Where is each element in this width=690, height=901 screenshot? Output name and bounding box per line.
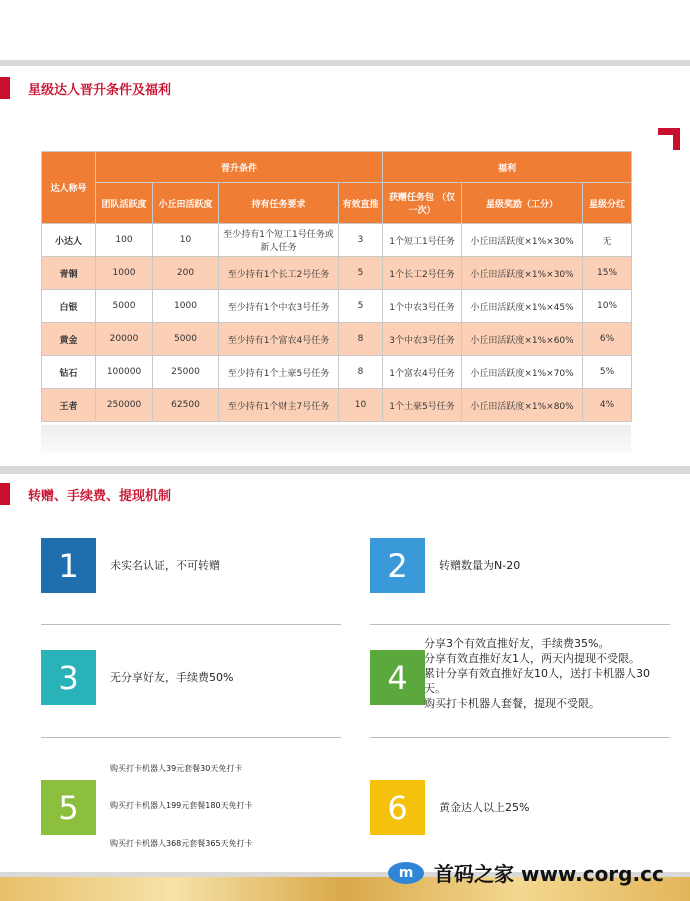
header-team: 团队活跃度 [96, 183, 153, 224]
divider-line [41, 624, 341, 625]
cell-field: 5000 [153, 323, 219, 356]
cell-reward: 小丘田活跃度×1%×30% [462, 257, 583, 290]
cell-name: 钻石 [42, 356, 96, 389]
rule-number: 4 [370, 650, 425, 705]
cell-direct: 5 [339, 290, 383, 323]
rule-5-line-1: 购买打卡机器人39元套餐30天免打卡 [110, 764, 243, 773]
cell-reward: 小丘田活跃度×1%×60% [462, 323, 583, 356]
section-title-mechanism [0, 482, 171, 506]
cell-team: 20000 [96, 323, 153, 356]
cell-bonus: 4% [583, 389, 632, 422]
cell-task: 至少持有1个中农3号任务 [219, 290, 339, 323]
corner-arrow-icon [658, 128, 680, 150]
cell-bonus: 5% [583, 356, 632, 389]
cell-team: 250000 [96, 389, 153, 422]
rule-number: 6 [370, 780, 425, 835]
header-benefits: 福利 [383, 152, 632, 183]
rule-number: 3 [41, 650, 96, 705]
cell-direct: 8 [339, 356, 383, 389]
divider-line [370, 737, 670, 738]
header-title: 达人称号 [42, 152, 96, 224]
rule-number: 5 [41, 780, 96, 835]
divider-line [370, 624, 670, 625]
cell-gift: 1个短工1号任务 [383, 224, 462, 257]
cell-bonus: 10% [583, 290, 632, 323]
cell-direct: 5 [339, 257, 383, 290]
watermark-logo-icon: m [388, 862, 424, 884]
cell-name: 白银 [42, 290, 96, 323]
promotion-table [41, 151, 631, 422]
cell-bonus: 6% [583, 323, 632, 356]
cell-gift: 1个中农3号任务 [383, 290, 462, 323]
rule-text: 未实名认证，不可转赠 [110, 558, 220, 572]
rule-line: 累计分享有效直推好友10人，送打卡机器人30 [424, 667, 650, 680]
rule-5-line-3: 购买打卡机器人368元套餐365天免打卡 [110, 839, 253, 848]
rule-card-2 [370, 538, 520, 593]
header-conditions: 晋升条件 [96, 152, 383, 183]
cell-field: 62500 [153, 389, 219, 422]
cell-name: 王者 [42, 389, 96, 422]
cell-name: 黄金 [42, 323, 96, 356]
table-shadow [41, 425, 631, 453]
section-marker [0, 77, 10, 99]
table-row [42, 290, 632, 323]
cell-bonus: 无 [583, 224, 632, 257]
cell-name: 小达人 [42, 224, 96, 257]
cell-gift: 3个中农3号任务 [383, 323, 462, 356]
header-gift: 获赠任务包 （仅一次） [383, 183, 462, 224]
rule-number: 2 [370, 538, 425, 593]
cell-direct: 8 [339, 323, 383, 356]
section-title-promotion [0, 76, 171, 100]
table-row [42, 257, 632, 290]
rule-line: 天。 [424, 682, 446, 695]
cell-direct: 10 [339, 389, 383, 422]
header-direct: 有效直推 [339, 183, 383, 224]
rule-line: 分享有效直推好友1人，两天内提现不受限。 [424, 652, 640, 665]
table-row [42, 389, 632, 422]
cell-team: 5000 [96, 290, 153, 323]
rule-4-text [424, 636, 686, 711]
rule-text: 无分享好友，手续费50% [110, 670, 234, 684]
rule-5-line-2: 购买打卡机器人199元套餐180天免打卡 [110, 801, 253, 810]
cell-gift: 1个富农4号任务 [383, 356, 462, 389]
cell-name: 青铜 [42, 257, 96, 290]
cell-gift: 1个长工2号任务 [383, 257, 462, 290]
cell-task: 至少持有1个富农4号任务 [219, 323, 339, 356]
table-row [42, 224, 632, 257]
cell-team: 1000 [96, 257, 153, 290]
cell-gift: 1个土豪5号任务 [383, 389, 462, 422]
rule-number: 1 [41, 538, 96, 593]
rule-line: 分享3个有效直推好友，手续费35%。 [424, 637, 610, 650]
header-task: 持有任务要求 [219, 183, 339, 224]
cell-task: 至少持有1个长工2号任务 [219, 257, 339, 290]
cell-reward: 小丘田活跃度×1%×70% [462, 356, 583, 389]
section-title-text: 星级达人晋升条件及福利 [28, 82, 172, 98]
rule-line: 购买打卡机器人套餐，提现不受限。 [424, 697, 600, 710]
header-field: 小丘田活跃度 [153, 183, 219, 224]
cell-field: 200 [153, 257, 219, 290]
header-bonus: 星级分红 [583, 183, 632, 224]
section-title-text: 转赠、手续费、提现机制 [28, 488, 172, 504]
cell-bonus: 15% [583, 257, 632, 290]
cell-field: 1000 [153, 290, 219, 323]
cell-task: 至少持有1个财主7号任务 [219, 389, 339, 422]
cell-direct: 3 [339, 224, 383, 257]
cell-field: 10 [153, 224, 219, 257]
watermark [388, 858, 664, 887]
divider-line [41, 737, 341, 738]
rule-card-4 [370, 650, 425, 705]
cell-field: 25000 [153, 356, 219, 389]
section-divider [0, 466, 690, 474]
top-divider [0, 60, 690, 66]
rule-card-5 [41, 780, 96, 835]
cell-team: 100 [96, 224, 153, 257]
cell-task: 至少持有1个土豪5号任务 [219, 356, 339, 389]
watermark-text: 首码之家 www.corg.cc [434, 862, 664, 886]
table-row [42, 356, 632, 389]
table-row [42, 323, 632, 356]
header-reward: 星级奖励（工分） [462, 183, 583, 224]
cell-reward: 小丘田活跃度×1%×30% [462, 224, 583, 257]
rule-card-3 [41, 650, 233, 705]
section-marker [0, 483, 10, 505]
cell-task: 至少持有1个短工1号任务或新人任务 [219, 224, 339, 257]
rule-card-6 [370, 780, 529, 835]
rule-text: 黄金达人以上25% [439, 800, 530, 814]
rule-text: 转赠数量为N-20 [439, 558, 521, 572]
cell-reward: 小丘田活跃度×1%×80% [462, 389, 583, 422]
cell-reward: 小丘田活跃度×1%×45% [462, 290, 583, 323]
rule-card-1 [41, 538, 220, 593]
cell-team: 100000 [96, 356, 153, 389]
